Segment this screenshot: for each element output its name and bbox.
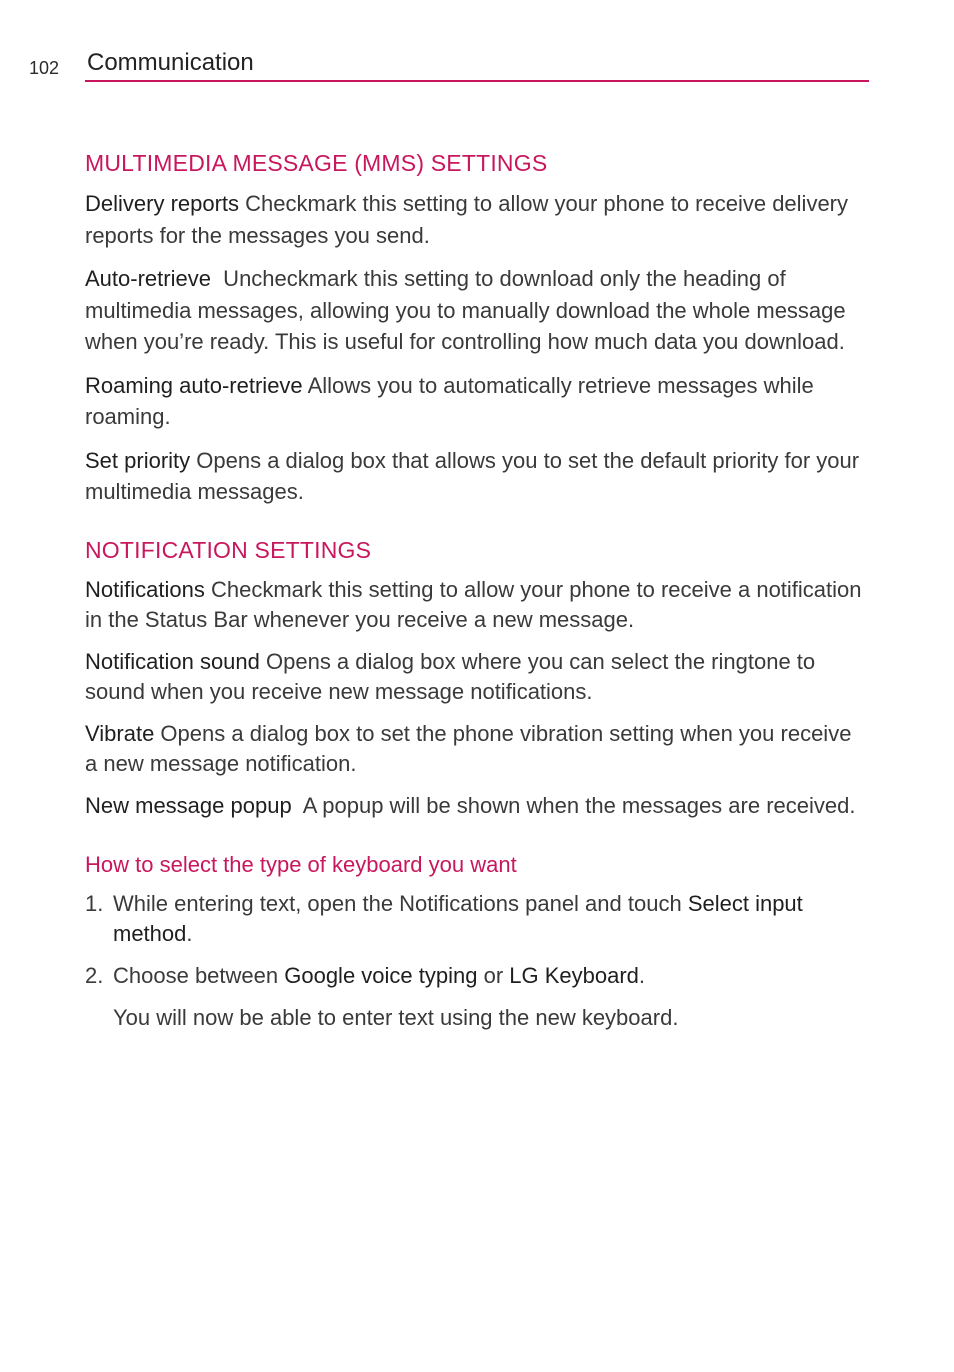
setting-term: New message popup — [85, 792, 292, 818]
setting-notifications — [85, 575, 865, 635]
setting-description: Opens a dialog box where you can select the ringtone to sound when you receive new message notifications. — [85, 648, 816, 704]
step-term: LG Keyboard — [509, 962, 639, 988]
keyboard-step-1 — [85, 889, 865, 949]
setting-set-priority — [85, 445, 865, 508]
step-end: . — [638, 962, 646, 988]
setting-term: Auto-retrieve — [85, 266, 211, 291]
setting-description: Opens a dialog box to set the phone vibration setting when you receive a new message notification. — [85, 720, 852, 776]
keyboard-howto-heading: How to select the type of keyboard you want — [85, 851, 517, 877]
setting-term: Roaming auto-retrieve — [85, 372, 303, 398]
setting-term: Set priority — [85, 447, 191, 473]
setting-auto-retrieve — [85, 263, 865, 358]
step-term: Select input method — [113, 890, 803, 946]
setting-description: Uncheckmark this setting to download only the heading of multimedia messages, allowing you to manually download the whole message when you’re ready. This is useful for controlling how much data you download. — [85, 266, 852, 354]
setting-description: Allows you to automatically retrieve messages while roaming. — [85, 372, 814, 429]
setting-term: Delivery reports — [85, 191, 240, 216]
step-end: . — [186, 920, 193, 946]
setting-roaming-auto-retrieve — [85, 370, 865, 433]
setting-term: Vibrate — [85, 720, 155, 746]
setting-description: Checkmark this setting to allow your phone to receive delivery reports for the messages you send. — [85, 191, 848, 248]
mms-settings-heading: MULTIMEDIA MESSAGE (MMS) SETTINGS — [85, 150, 548, 176]
keyboard-note: You will now be able to enter text using the new keyboard. — [113, 1004, 679, 1030]
keyboard-step-2 — [85, 961, 865, 991]
keyboard-steps — [85, 889, 865, 991]
section-name: Communication — [87, 49, 254, 76]
setting-description: A popup will be shown when the messages are received. — [291, 792, 856, 818]
step-number: 2. — [85, 962, 104, 988]
setting-delivery-reports — [85, 188, 865, 251]
header-rule — [85, 80, 869, 82]
step-term: Google voice typing — [284, 962, 478, 988]
setting-description: Checkmark this setting to allow your phone to receive a notification in the Status Bar whenever you receive a new message. — [85, 576, 862, 632]
step-text: Choose between — [113, 962, 285, 988]
notification-settings-heading: NOTIFICATION SETTINGS — [85, 536, 372, 563]
setting-notification-sound — [85, 647, 865, 707]
step-text-mid: or — [477, 962, 510, 988]
step-number: 1. — [85, 890, 104, 916]
setting-term: Notifications — [85, 576, 205, 602]
setting-term: Notification sound — [85, 648, 260, 674]
page-content — [85, 147, 865, 1033]
page-number: 102 — [29, 58, 60, 78]
setting-description: Opens a dialog box that allows you to set the default priority for your multimedia messages. — [85, 447, 860, 504]
setting-new-message-popup — [85, 791, 865, 821]
setting-vibrate — [85, 719, 865, 779]
step-text: While entering text, open the Notifications panel and touch — [113, 890, 688, 916]
